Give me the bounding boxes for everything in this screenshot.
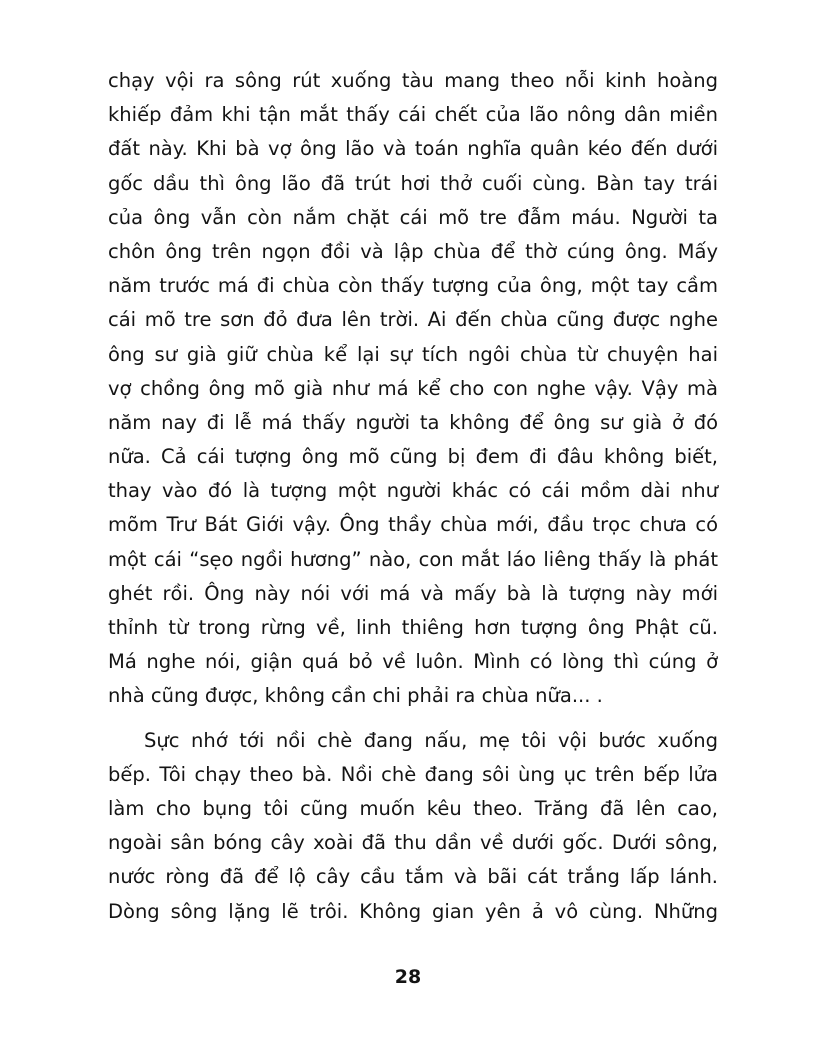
text-line: nhà cũng được, không cần chi phải ra chùa nữa... . bbox=[108, 684, 603, 708]
text-line: ghét rồi. Ông này nói với má và mấy bà là tượng này mới bbox=[108, 581, 718, 605]
text-line: Má nghe nói, giận quá bỏ về luôn. Mình có lòng thì cúng ở bbox=[108, 650, 718, 674]
body-text bbox=[108, 64, 718, 929]
paragraph-2 bbox=[108, 724, 718, 929]
text-line: nước ròng đã để lộ cây cầu tắm và bãi cát trắng lấp lánh. bbox=[108, 865, 718, 889]
text-line: mõm Trư Bát Giới vậy. Ông thầy chùa mới, đầu trọc chưa có bbox=[108, 513, 718, 537]
text-line: ngoài sân bóng cây xoài đã thu dần về dưới gốc. Dưới sông, bbox=[108, 831, 718, 855]
text-line: Sực nhớ tới nồi chè đang nấu, mẹ tôi vội bước xuống bbox=[144, 728, 718, 752]
paragraph-gap bbox=[108, 714, 718, 724]
text-line: chôn ông trên ngọn đồi và lập chùa để thờ cúng ông. Mấy bbox=[108, 239, 718, 263]
text-line: Dòng sông lặng lẽ trôi. Không gian yên ả vô cùng. Những bbox=[108, 899, 718, 923]
paragraph-1 bbox=[108, 64, 718, 714]
text-line: vợ chồng ông mõ già như má kể cho con nghe vậy. Vậy mà bbox=[108, 376, 718, 400]
text-line: thay vào đó là tượng một người khác có cái mồm dài như bbox=[108, 479, 718, 503]
text-line: thỉnh từ trong rừng về, linh thiêng hơn tượng ông Phật cũ. bbox=[108, 616, 718, 639]
text-line: của ông vẫn còn nắm chặt cái mõ tre đẫm máu. Người ta bbox=[108, 205, 718, 229]
text-line: năm trước má đi chùa còn thấy tượng của ông, một tay cầm bbox=[108, 274, 718, 298]
text-line: một cái “sẹo ngồi hương” nào, con mắt láo liêng thấy là phát bbox=[108, 547, 718, 571]
text-line: gốc dầu thì ông lão đã trút hơi thở cuối cùng. Bàn tay trái bbox=[108, 171, 718, 195]
text-line: chạy vội ra sông rút xuống tàu mang theo nỗi kinh hoàng bbox=[108, 69, 718, 92]
text-line: làm cho bụng tôi cũng muốn kêu theo. Trăng đã lên cao, bbox=[108, 796, 718, 820]
text-line: năm nay đi lễ má thấy người ta không để ông sư già ở đó bbox=[108, 410, 718, 434]
text-line: ông sư già giữ chùa kể lại sự tích ngôi chùa từ chuyện hai bbox=[108, 342, 718, 366]
text-line: bếp. Tôi chạy theo bà. Nồi chè đang sôi ùng ục trên bếp lửa bbox=[108, 762, 718, 786]
text-line: khiếp đảm khi tận mắt thấy cái chết của lão nông dân miền bbox=[108, 103, 718, 127]
text-line: cái mõ tre sơn đỏ đưa lên trời. Ai đến chùa cũng được nghe bbox=[108, 308, 718, 332]
page-number: 28 bbox=[394, 966, 422, 988]
text-line: đất này. Khi bà vợ ông lão và toán nghĩa quân kéo đến dưới bbox=[108, 137, 718, 161]
text-line: nữa. Cả cái tượng ông mõ cũng bị đem đi đâu không biết, bbox=[108, 445, 718, 469]
